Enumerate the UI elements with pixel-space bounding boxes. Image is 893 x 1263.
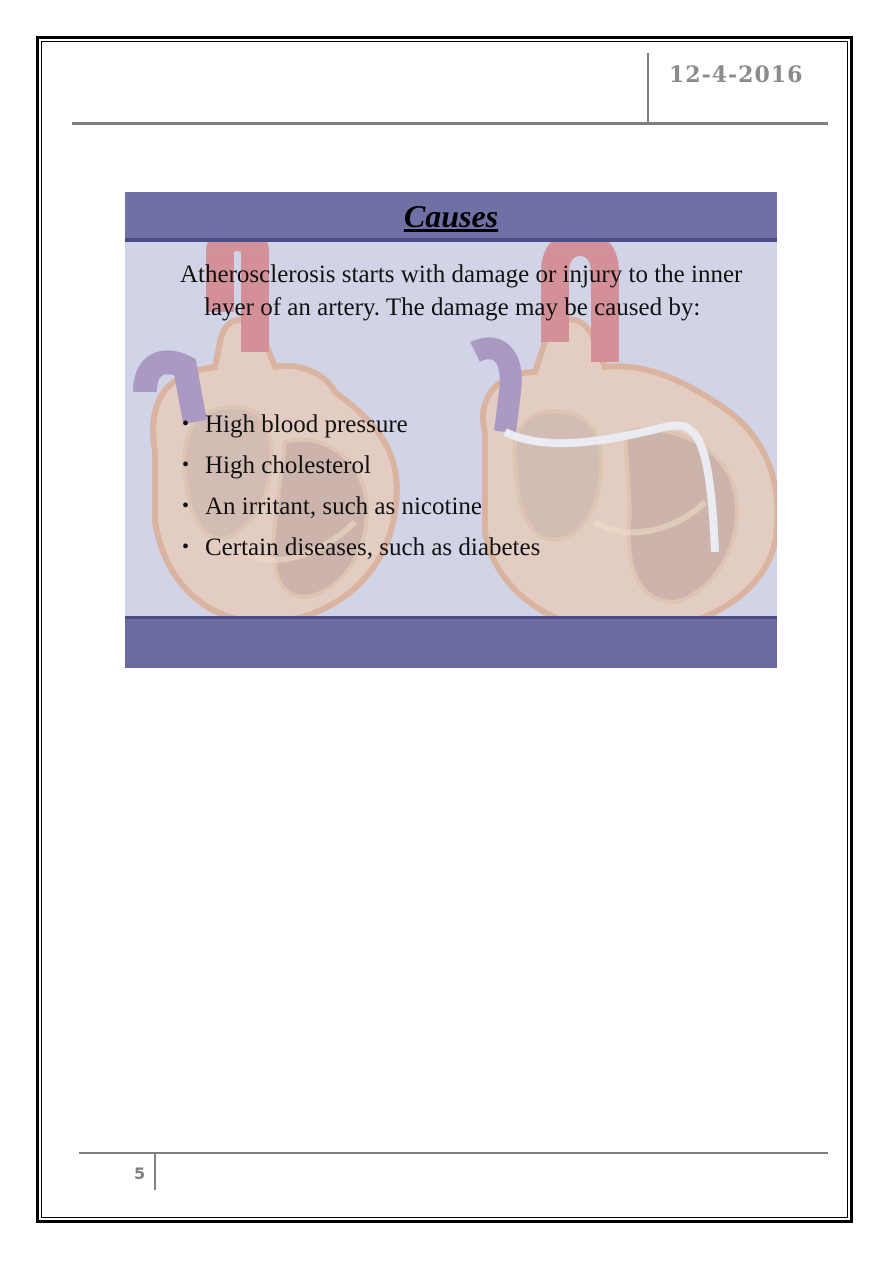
header-divider-vertical xyxy=(647,53,649,124)
bullet-icon: • xyxy=(182,495,190,517)
slide-title-underline-bar xyxy=(125,238,777,242)
bullet-icon: • xyxy=(182,454,190,476)
list-item xyxy=(180,486,540,527)
list-item-text: An irritant, such as nicotine xyxy=(205,493,483,520)
bullet-icon: • xyxy=(182,536,190,558)
list-item-text: Certain diseases, such as diabetes xyxy=(205,534,541,561)
slide-intro-text: Atherosclerosis starts with damage or injury to the inner layer of an artery. The damage may be caused by: xyxy=(180,261,743,321)
cause-list xyxy=(180,404,540,568)
list-item xyxy=(180,404,540,445)
list-item-text: High blood pressure xyxy=(205,411,408,438)
list-item xyxy=(180,527,540,568)
footer-divider-vertical xyxy=(154,1154,156,1190)
list-item-text: High cholesterol xyxy=(205,452,371,479)
list-item xyxy=(180,445,540,486)
bullet-icon: • xyxy=(182,413,190,435)
footer-rule xyxy=(79,1152,828,1154)
slide-image xyxy=(125,192,777,668)
slide-bottom-bar xyxy=(125,619,777,668)
slide-title: Causes xyxy=(403,198,499,234)
header-rule xyxy=(72,122,828,125)
page-number: 5 xyxy=(134,1164,146,1183)
header-date: 12-4-2016 xyxy=(669,62,804,88)
